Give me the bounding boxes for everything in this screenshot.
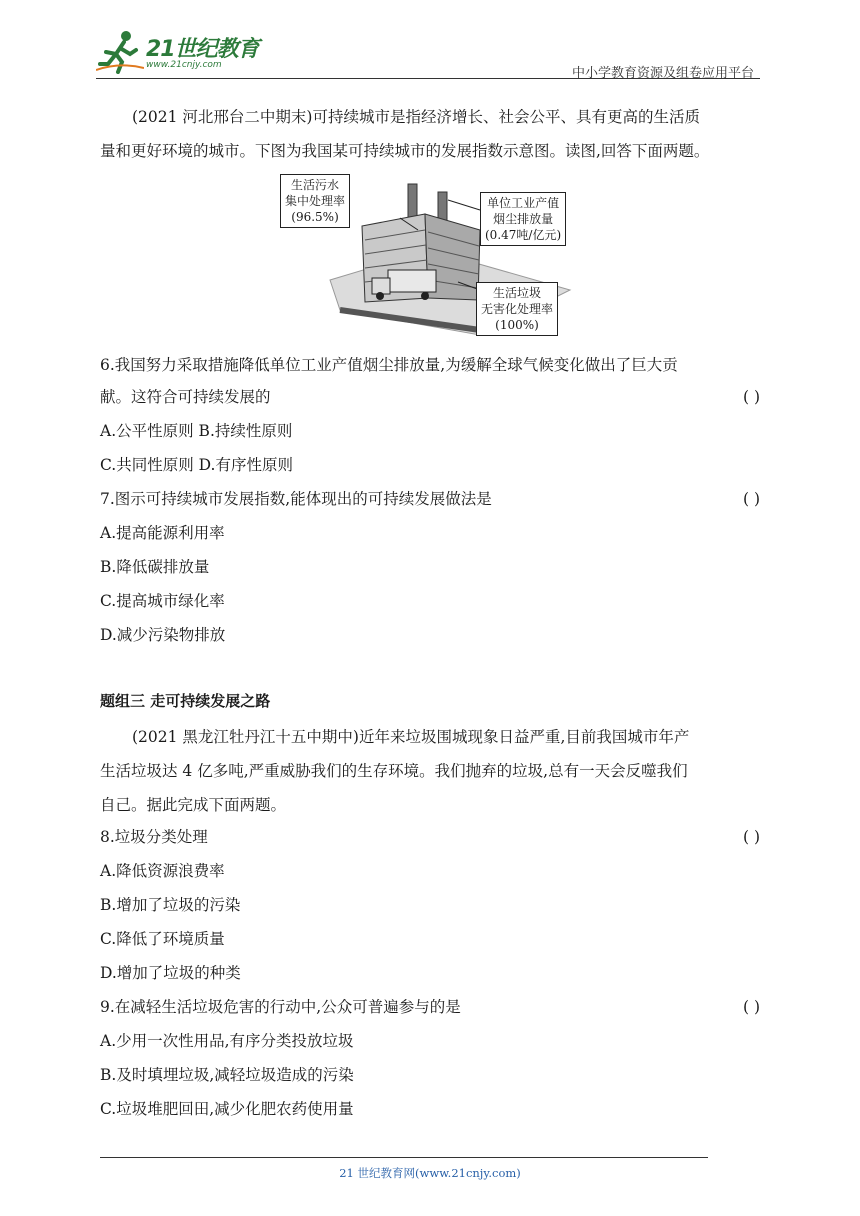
intro2-line2: 生活垃圾达 4 亿多吨,严重威胁我们的生存环境。我们抛弃的垃圾,总有一天会反噬我们 <box>100 762 688 780</box>
q6-stem-line2: 献。这符合可持续发展的 <box>100 388 271 406</box>
logo-title: 21世纪教育 <box>146 37 259 62</box>
platform-name: 中小学教育资源及组卷应用平台 <box>571 66 754 81</box>
callout-sewage-line2: 集中处理率 <box>285 194 346 208</box>
callout-dust-line2: 烟尘排放量 <box>493 212 554 226</box>
intro2-line1: (2021 黑龙江牡丹江十五中期中)近年来垃圾围城现象日益严重,目前我国城市年产 <box>132 728 690 746</box>
callout-sewage-rate <box>280 174 350 228</box>
callout-garbage-rate <box>476 282 558 336</box>
callout-sewage-line1: 生活污水 <box>291 178 340 192</box>
callout-dust-emission <box>480 192 566 246</box>
q9-option-a: A.少用一次性用品,有序分类投放垃圾 <box>100 1032 354 1050</box>
q8-answer-paren: ( ) <box>742 828 760 846</box>
q7-stem: 7.图示可持续城市发展指数,能体现出的可持续发展做法是 <box>100 490 492 508</box>
callout-sewage-value: (96.5%) <box>291 210 339 224</box>
intro1-line2: 量和更好环境的城市。下图为我国某可持续城市的发展指数示意图。读图,回答下面两题。 <box>100 142 710 160</box>
intro2-line3: 自己。据此完成下面两题。 <box>100 796 287 814</box>
q7-answer-paren: ( ) <box>742 490 760 508</box>
q8-option-a: A.降低资源浪费率 <box>100 862 225 880</box>
q7-option-d: D.减少污染物排放 <box>100 626 226 644</box>
q8-stem: 8.垃圾分类处理 <box>100 828 208 846</box>
q9-option-b: B.及时填埋垃圾,减轻垃圾造成的污染 <box>100 1066 354 1084</box>
q8-option-d: D.增加了垃圾的种类 <box>100 964 241 982</box>
q8-option-b: B.增加了垃圾的污染 <box>100 896 241 914</box>
q7-option-a: A.提高能源利用率 <box>100 524 225 542</box>
q9-option-c: C.垃圾堆肥回田,减少化肥农药使用量 <box>100 1100 354 1118</box>
logo-url: www.21cnjy.com <box>146 60 222 70</box>
header-divider <box>96 78 760 79</box>
callout-garbage-value: (100%) <box>495 318 539 332</box>
intro1-line1: (2021 河北邢台二中期末)可持续城市是指经济增长、社会公平、具有更高的生活质 <box>132 108 700 126</box>
q6-stem-line1: 6.我国努力采取措施降低单位工业产值烟尘排放量,为缓解全球气候变化做出了巨大贡 <box>100 356 678 374</box>
callout-garbage-line1: 生活垃圾 <box>493 286 542 300</box>
runner-logo-icon <box>96 28 144 74</box>
q6-options-cd: C.共同性原则 D.有序性原则 <box>100 456 293 474</box>
q7-option-b: B.降低碳排放量 <box>100 558 210 576</box>
q6-answer-paren: ( ) <box>742 388 760 406</box>
city-figure <box>280 170 580 348</box>
footer-link[interactable]: 21 世纪教育网(www.21cnjy.com) <box>339 1166 521 1180</box>
q8-option-c: C.降低了环境质量 <box>100 930 225 948</box>
callout-dust-line1: 单位工业产值 <box>487 196 560 210</box>
q7-option-c: C.提高城市绿化率 <box>100 592 225 610</box>
page-header <box>96 28 760 80</box>
q6-options-ab: A.公平性原则 B.持续性原则 <box>100 422 293 440</box>
q9-stem: 9.在减轻生活垃圾危害的行动中,公众可普遍参与的是 <box>100 998 461 1016</box>
site-logo <box>96 28 266 80</box>
footer-divider <box>100 1157 708 1158</box>
callout-dust-value: (0.47吨/亿元) <box>485 228 562 242</box>
q9-answer-paren: ( ) <box>742 998 760 1016</box>
callout-garbage-line2: 无害化处理率 <box>481 302 554 316</box>
section-title: 题组三 走可持续发展之路 <box>100 692 271 710</box>
